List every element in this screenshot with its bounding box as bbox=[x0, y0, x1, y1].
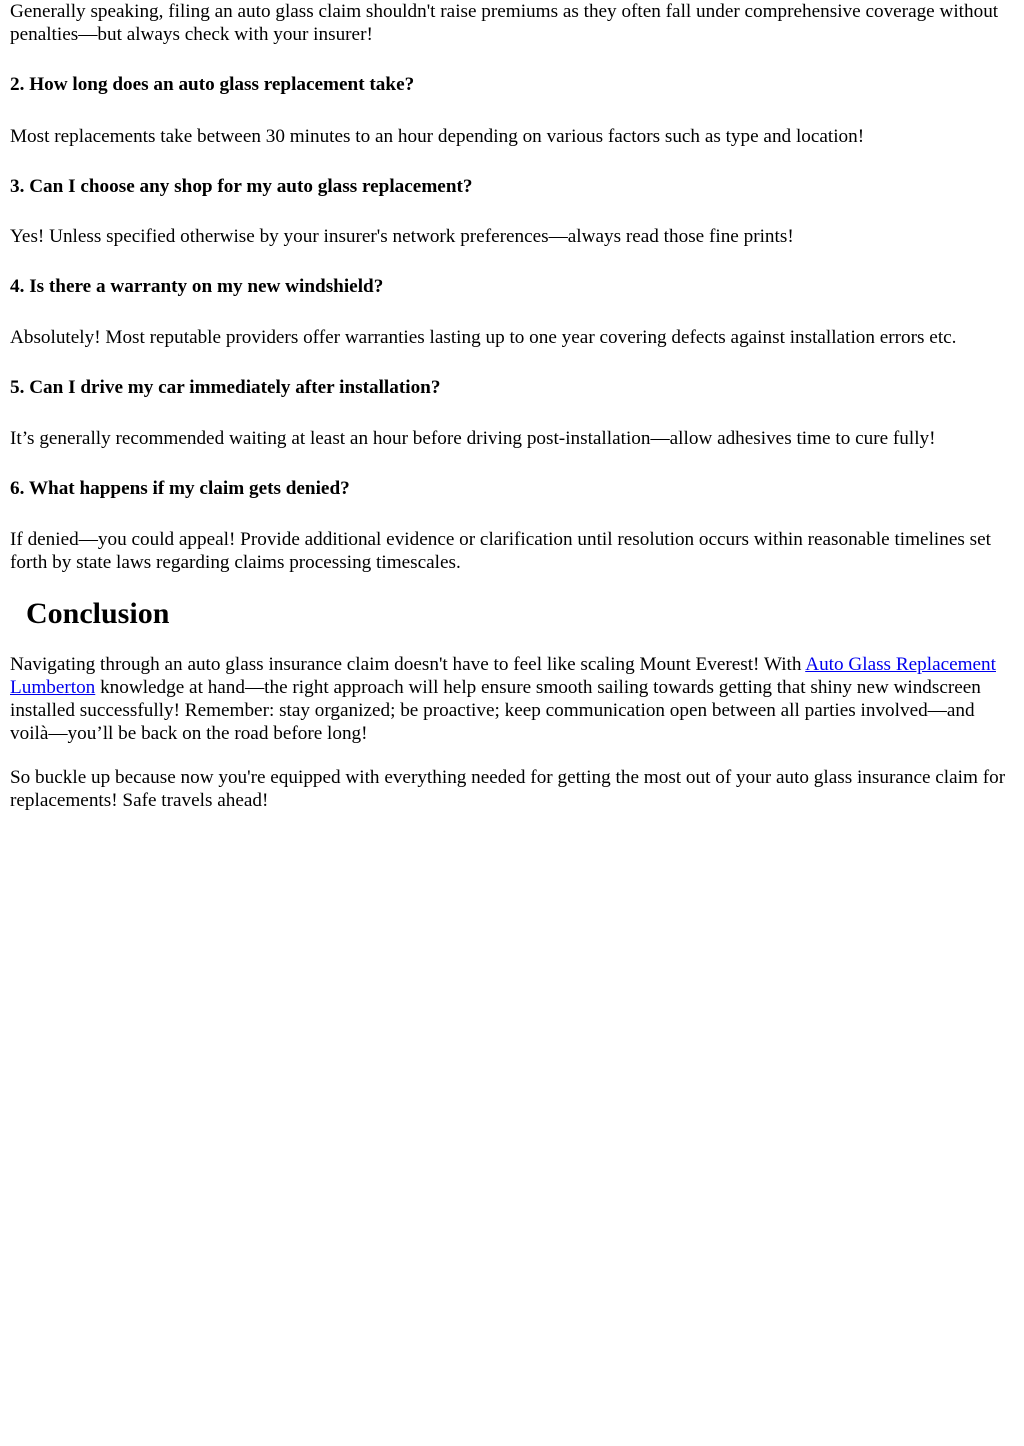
faq-answer-2: Most replacements take between 30 minutes to an hour depending on various factors such as type and location! bbox=[10, 126, 865, 147]
conclusion-paragraph-1 bbox=[10, 653, 1014, 745]
faq-question-3: 3. Can I choose any shop for my auto glass replacement? bbox=[10, 176, 473, 197]
intro-paragraph: Generally speaking, filing an auto glass claim shouldn't raise premiums as they often fall under comprehensive coverage without penalties—but always check with your insurer! bbox=[10, 1, 999, 45]
conclusion-text-after-link: knowledge at hand—the right approach will help ensure smooth sailing towards getting that shiny new windscreen installed successfully! Remember: stay organized; be proactive; keep communication open between all parties involved—and voilà—you’ll be back on the road before long! bbox=[10, 677, 981, 744]
conclusion-text-before-link: Navigating through an auto glass insurance claim doesn't have to feel like scaling Mount Everest! With bbox=[10, 654, 806, 675]
conclusion-paragraph-2: So buckle up because now you're equipped with everything needed for getting the most out of your auto glass insurance claim for replacements! Safe travels ahead! bbox=[10, 767, 1006, 811]
faq-question-4: 4. Is there a warranty on my new windshield? bbox=[10, 276, 384, 297]
faq-question-2: 2. How long does an auto glass replacement take? bbox=[10, 74, 415, 95]
faq-answer-4: Absolutely! Most reputable providers offer warranties lasting up to one year covering defects against installation errors etc. bbox=[10, 327, 957, 348]
faq-question-6: 6. What happens if my claim gets denied? bbox=[10, 478, 350, 499]
conclusion-heading: Conclusion bbox=[26, 597, 170, 630]
faq-answer-5: It’s generally recommended waiting at least an hour before driving post-installation—allow adhesives time to cure fully! bbox=[10, 428, 936, 449]
auto-glass-replacement-link[interactable]: Auto Glass Replacement Lumberton bbox=[10, 654, 996, 698]
faq-answer-6: If denied—you could appeal! Provide additional evidence or clarification until resolution occurs within reasonable timelines set forth by state laws regarding claims processing timescales. bbox=[10, 529, 991, 573]
faq-question-5: 5. Can I drive my car immediately after installation? bbox=[10, 377, 441, 398]
faq-answer-3: Yes! Unless specified otherwise by your insurer's network preferences—always read those fine prints! bbox=[10, 226, 794, 247]
